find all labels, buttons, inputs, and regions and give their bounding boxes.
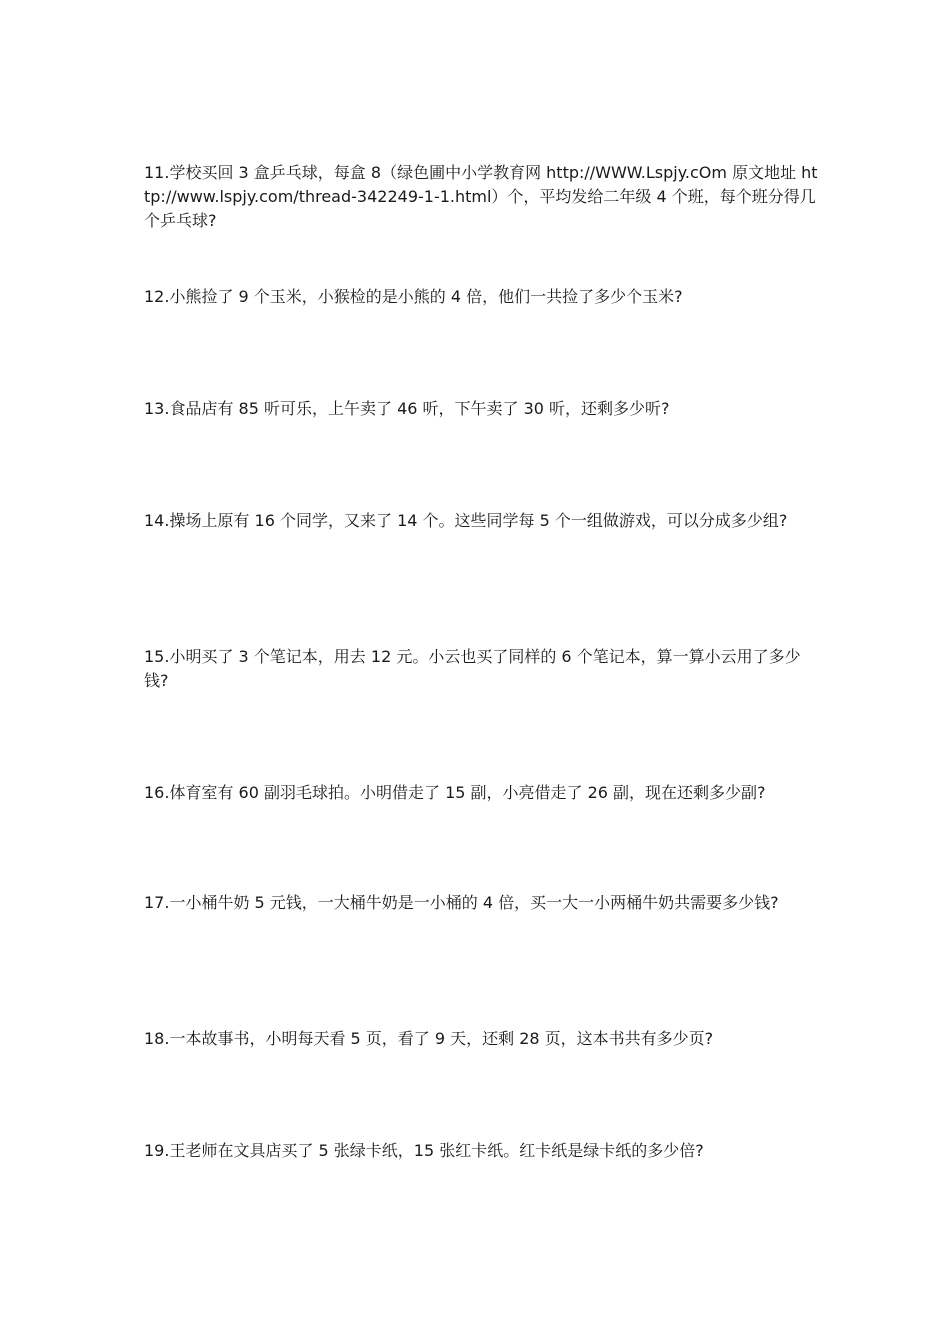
question-16: 16.体育室有 60 副羽毛球拍。小明借走了 15 副，小亮借走了 26 副，现在还剩多少副? xyxy=(144,783,766,802)
question-15: 15.小明买了 3 个笔记本，用去 12 元。小云也买了同样的 6 个笔记本，算一算小云用了多少钱? xyxy=(144,647,801,690)
question-17: 17.一小桶牛奶 5 元钱，一大桶牛奶是一小桶的 4 倍，买一大一小两桶牛奶共需要多少钱? xyxy=(144,893,779,912)
question-12: 12.小熊捡了 9 个玉米，小猴检的是小熊的 4 倍，他们一共捡了多少个玉米? xyxy=(144,287,683,306)
question-14: 14.操场上原有 16 个同学，又来了 14 个。这些同学每 5 个一组做游戏，可以分成多少组? xyxy=(144,511,788,530)
question-13: 13.食品店有 85 听可乐，上午卖了 46 听，下午卖了 30 听，还剩多少听? xyxy=(144,399,670,418)
question-11: 11.学校买回 3 盒乒乓球，每盒 8（绿色圃中小学教育网 http://WWW.Lspjy.cOm 原文地址 http://www.lspjy.com/thread-342249-1-1.html）个，平均发给二年级 4 个班，每个班分得几个乒乓球? xyxy=(144,163,818,230)
question-19: 19.王老师在文具店买了 5 张绿卡纸，15 张红卡纸。红卡纸是绿卡纸的多少倍? xyxy=(144,1141,704,1160)
question-18: 18.一本故事书，小明每天看 5 页，看了 9 天，还剩 28 页，这本书共有多少页? xyxy=(144,1029,714,1048)
